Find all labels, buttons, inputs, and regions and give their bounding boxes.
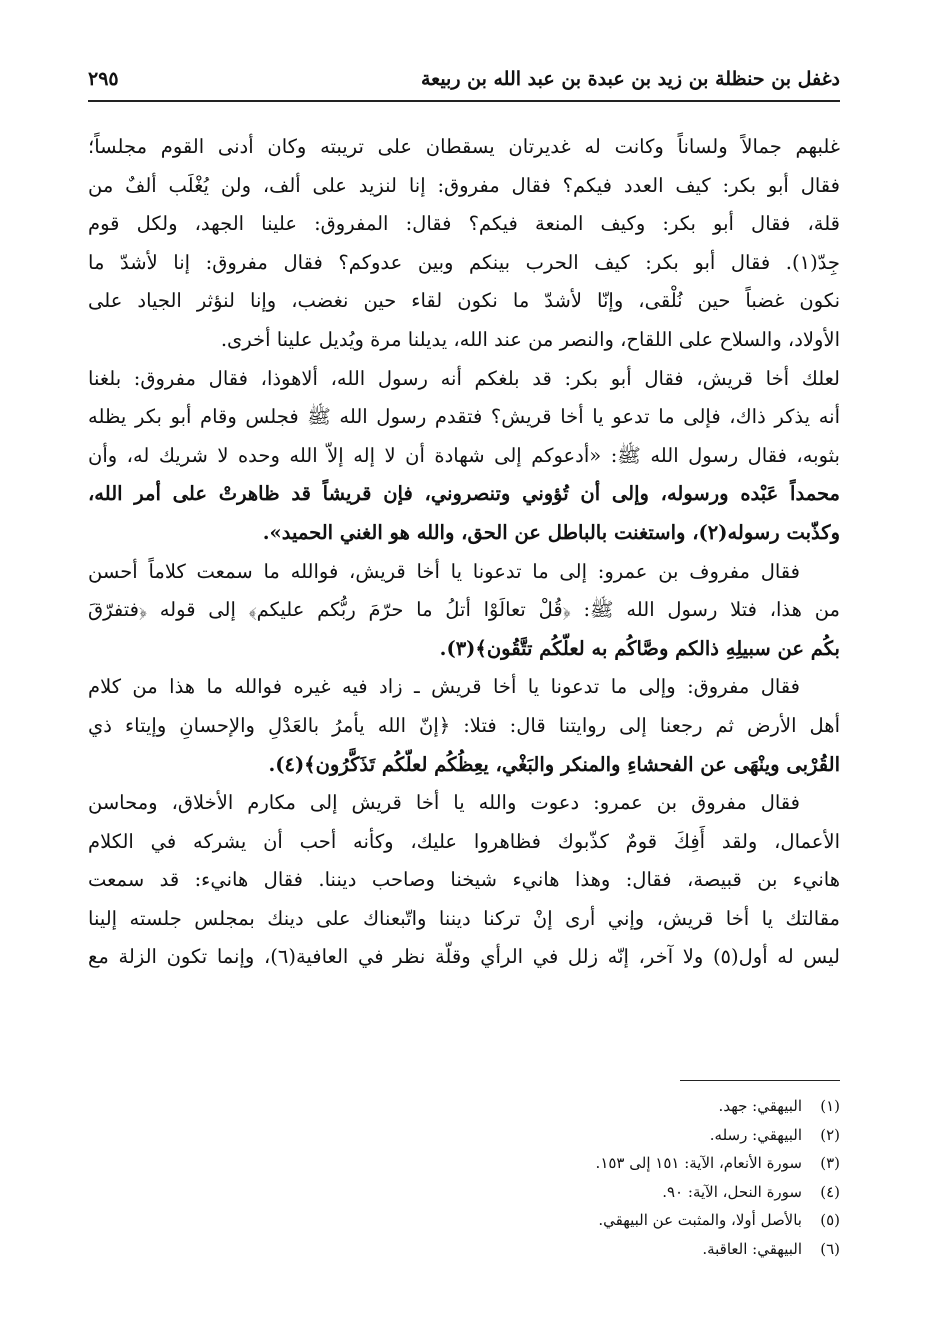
text-line: الأولاد، والسلاح على اللقاح، والنصر من عند الله، يديلنا مرة ويُديل علينا أخرى.: [220, 327, 840, 351]
text-line: فقال مفروف بن عمرو: إلى ما تدعونا يا أخا قريش، فوالله ما سمعت كلاماً أحسن: [88, 559, 800, 583]
footnote: [140, 1149, 840, 1178]
text-line: فقال مفروق بن عمرو: دعوت والله يا أخا قريش إلى مكارم الأخلاق، ومحاسن: [88, 791, 800, 815]
text-line: أنه يذكر ذاك، فإلى ما تدعو يا أخا قريش؟ فتقدم رسول الله ﷺ فجلس وقام أبو بكر يظله: [88, 405, 840, 429]
text-line: بكُم عن سبيلِهِ ذالكم وصَّاكُم به لعلّكُم تتَّقُون﴾(٣).: [439, 636, 840, 660]
page-header: [88, 62, 840, 102]
footnote-text: البيهقي: جهد.: [718, 1097, 802, 1115]
footnote-rule: [680, 1080, 840, 1081]
text-line: ليس له أول(٥) ولا آخر، إنّه زلل في الرأي وقلّة نظر في العافية(٦)، وإنما تكون الزلة مع: [88, 945, 840, 969]
footnote-text: بالأصل أولا، والمثبت عن البيهقي.: [598, 1211, 802, 1230]
footnote-number: (١): [820, 1097, 840, 1115]
text-line: قلة، فقال أبو بكر: وكيف المنعة فيكم؟ فقال: المفروق: علينا الجهد، ولكل قوم: [88, 212, 840, 236]
page-number: ٢٩٥: [88, 68, 119, 90]
text-line: الأعمال، ولقد أَفِكَ قومٌ كذّبوك فظاهروا عليك، وكأنه أحب أن يشركه في الكلام: [88, 829, 840, 853]
text-line: القُرْبى وينْهَى عن الفحشاءِ والمنكر والبَغْي، يعِظُكُم لعلّكُم تَذَكَّرُون﴾(٤).: [268, 752, 840, 776]
text-line: أهل الأرض ثم رجعنا إلى روايتنا قال: فتلا: ﴿إنّ الله يأمرُ بالعَدْلِ والإحسانِ وإيتاء ذي: [88, 713, 840, 737]
body-text: [88, 128, 840, 977]
text-line: نكون غضباً حين نُلْقى، وإنّا لأشدّ ما نكون لقاء حين نغضب، وإنا لنؤثر الجياد على: [88, 289, 840, 313]
text-line: من هذا، فتلا رسول الله ﷺ: ﴿قُلْ تعالَوْا أتلُ ما حرّمَ ربُّكم عليكم﴾ إلى قوله ﴿فتفرّقَ: [88, 598, 840, 622]
text-line: وكذّبت رسوله(٢)، واستغنت بالباطل عن الحق، والله هو الغني الحميد».: [262, 520, 840, 544]
running-title: دغفل بن حنظلة بن زيد بن عبدة بن عبد الله بن ربيعة: [420, 68, 840, 90]
footnote-text: البيهقي: العاقبة.: [702, 1239, 802, 1258]
text-line: لعلك أخا قريش، فقال أبو بكر: قد بلغكم أنه رسول الله، ألاهوذا، فقال مفروق: بلغنا: [88, 366, 840, 390]
footnote: [140, 1178, 840, 1207]
text-line: هانيء بن قبيصة، فقال: وهذا هانيء شيخنا وصاحب ديننا. فقال هانيء: قد سمعت: [88, 868, 840, 892]
header-rule: [88, 100, 840, 102]
text-line: مقالتك يا أخا قريش، وإني أرى إنْ تركنا ديننا واتّبعناك على دينك بمجلس جلسته إلينا: [88, 906, 840, 930]
footnote: [140, 1092, 840, 1121]
text-line: محمداً عَبْده ورسوله، وإلى أن تُؤوني وتنصروني، فإن قريشاً قد ظاهرتْ على أمر الله،: [88, 482, 840, 506]
footnote-text: سورة النحل، الآية: ٩٠.: [662, 1182, 802, 1201]
text-line: فقال أبو بكر: كيف العدد فيكم؟ فقال مفروق: إنا لنزيد على ألف، ولن يُغْلَب ألفٌ من: [88, 173, 840, 197]
footnote-text: البيهقي: رسله.: [709, 1125, 802, 1144]
footnote: [140, 1235, 840, 1264]
footnote-number: (٢): [820, 1125, 840, 1144]
text-line: فقال مفروق: وإلى ما تدعونا يا أخا قريش ـ زاد فيه غيره فوالله ما هذا من كلام: [88, 675, 800, 699]
footnote-number: (٥): [820, 1211, 840, 1230]
footnote: [140, 1121, 840, 1150]
footnote: [140, 1206, 840, 1235]
footnote-number: (٦): [820, 1239, 840, 1258]
footnote-text: سورة الأنعام، الآية: ١٥١ إلى ١٥٣.: [595, 1154, 802, 1173]
footnote-number: (٤): [820, 1182, 840, 1201]
footnote-number: (٣): [820, 1154, 840, 1173]
text-line: بثوبه، فقال رسول الله ﷺ: «أدعوكم إلى شهادة أن لا إله إلاّ الله وحده لا شريك له، وأن: [88, 443, 840, 467]
footnotes: [140, 1092, 840, 1264]
text-line: غلبهم جمالاً ولساناً وكانت له غديرتان يسقطان على تريبته وكان أدنى القوم مجلساً؛: [88, 135, 840, 158]
text-line: جِدّ(١). فقال أبو بكر: كيف الحرب بينكم وبين عدوكم؟ فقال مفروق: إنا لأشدّ ما: [88, 250, 840, 274]
